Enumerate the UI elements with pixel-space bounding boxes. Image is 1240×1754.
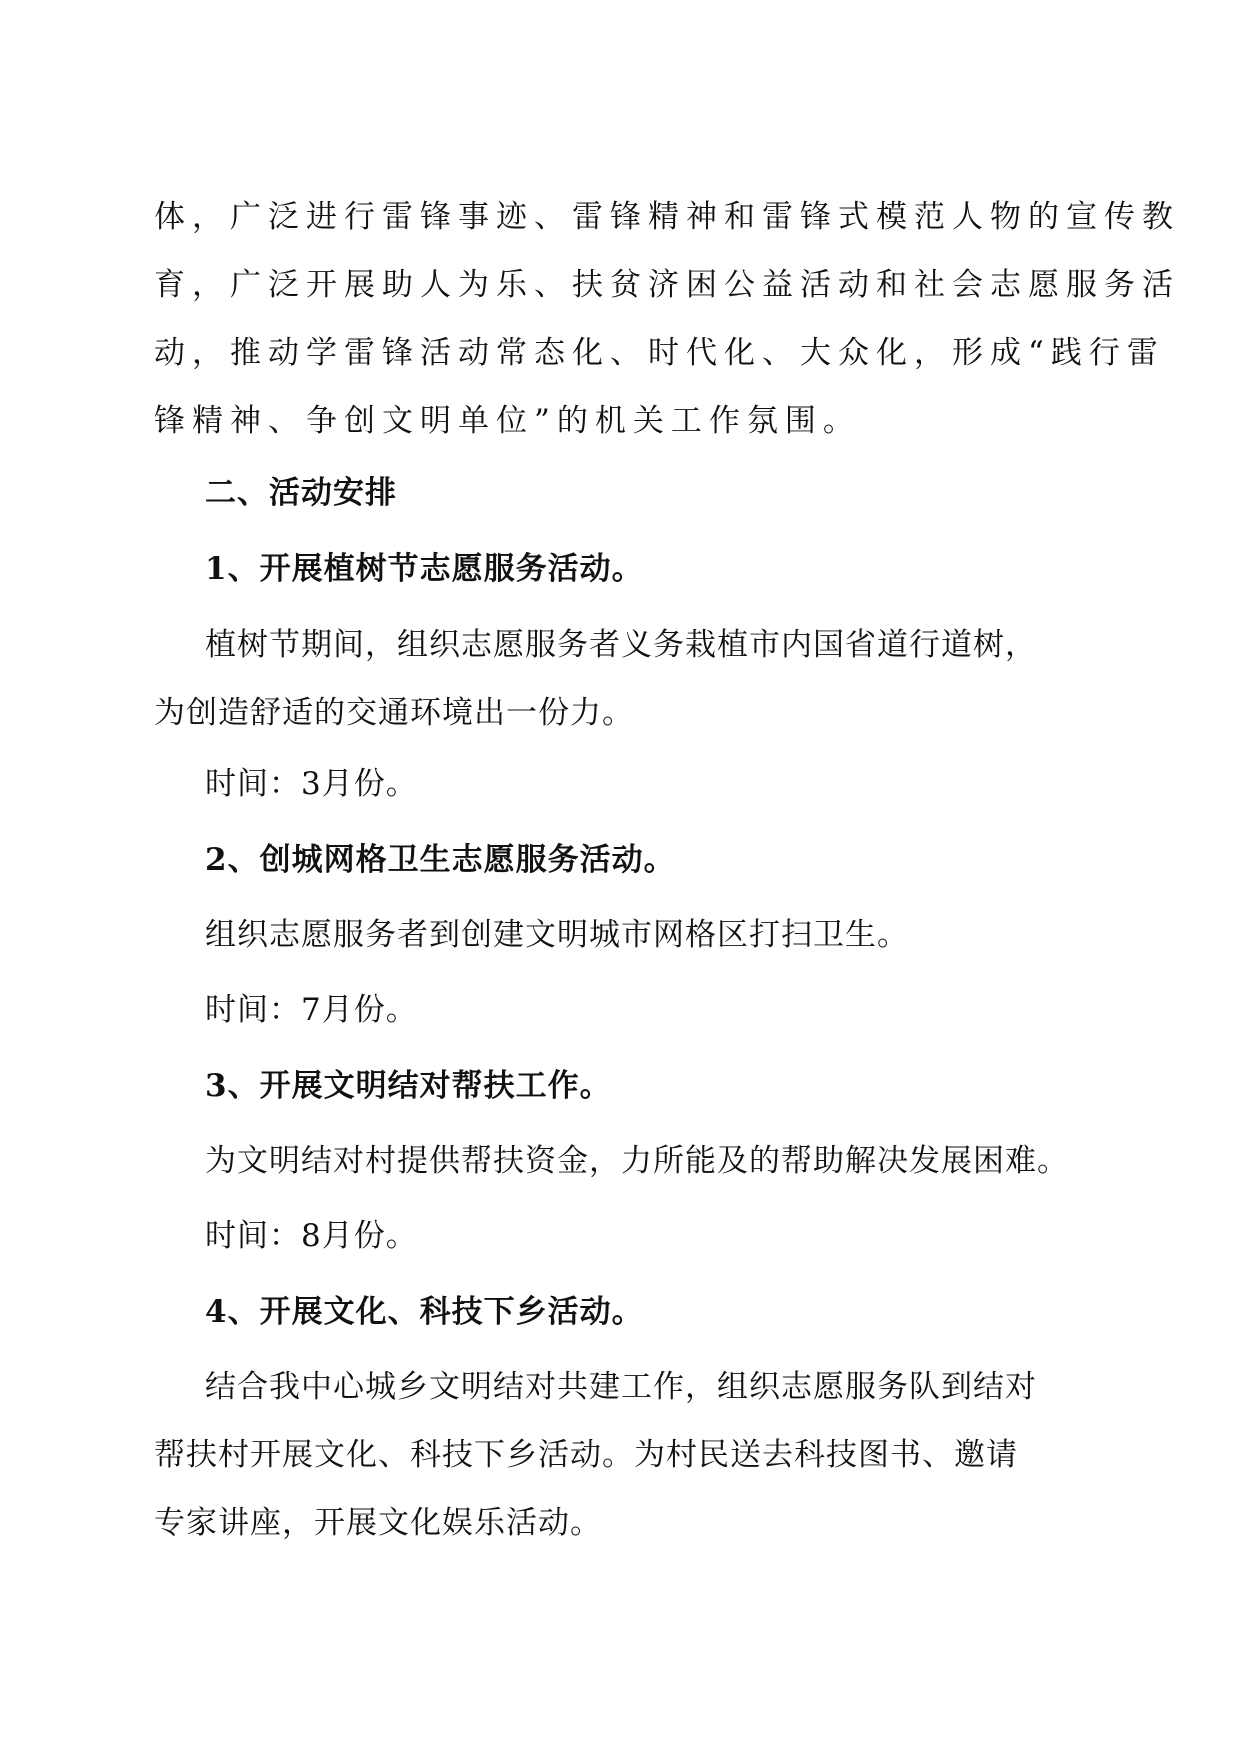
- text-line: 体，广泛进行雷锋事迹、雷锋精神和雷锋式模范人物的宣传教: [154, 199, 1180, 235]
- item-time: 时间：7月份。: [205, 992, 418, 1028]
- text-line: 专家讲座，开展文化娱乐活动。: [154, 1505, 602, 1541]
- item-heading: 1、开展植树节志愿服务活动。: [205, 551, 644, 587]
- text-line: 组织志愿服务者到创建文明城市网格区打扫卫生。: [205, 917, 909, 953]
- text-line: 为创造舒适的交通环境出一份力。: [154, 695, 634, 731]
- text-line: 结合我中心城乡文明结对共建工作，组织志愿服务队到结对: [205, 1369, 1037, 1405]
- item-heading: 2、创城网格卫生志愿服务活动。: [205, 842, 676, 878]
- text-line: 为文明结对村提供帮扶资金，力所能及的帮助解决发展困难。: [205, 1143, 1069, 1179]
- text-line: 帮扶村开展文化、科技下乡活动。为村民送去科技图书、邀请: [154, 1437, 1018, 1473]
- item-time: 时间：8月份。: [205, 1218, 418, 1254]
- section-heading: 二、活动安排: [205, 475, 397, 511]
- text-line: 植树节期间，组织志愿服务者义务栽植市内国省道行道树，: [205, 627, 1037, 663]
- text-line: 育，广泛开展助人为乐、扶贫济困公益活动和社会志愿服务活: [154, 267, 1180, 303]
- item-time: 时间：3月份。: [205, 766, 418, 802]
- item-heading: 4、开展文化、科技下乡活动。: [205, 1294, 644, 1330]
- item-heading: 3、开展文明结对帮扶工作。: [205, 1068, 612, 1104]
- text-line: 动，推动学雷锋活动常态化、时代化、大众化，形成“践行雷: [154, 335, 1165, 371]
- text-line: 锋精神、争创文明单位”的机关工作氛围。: [154, 403, 861, 439]
